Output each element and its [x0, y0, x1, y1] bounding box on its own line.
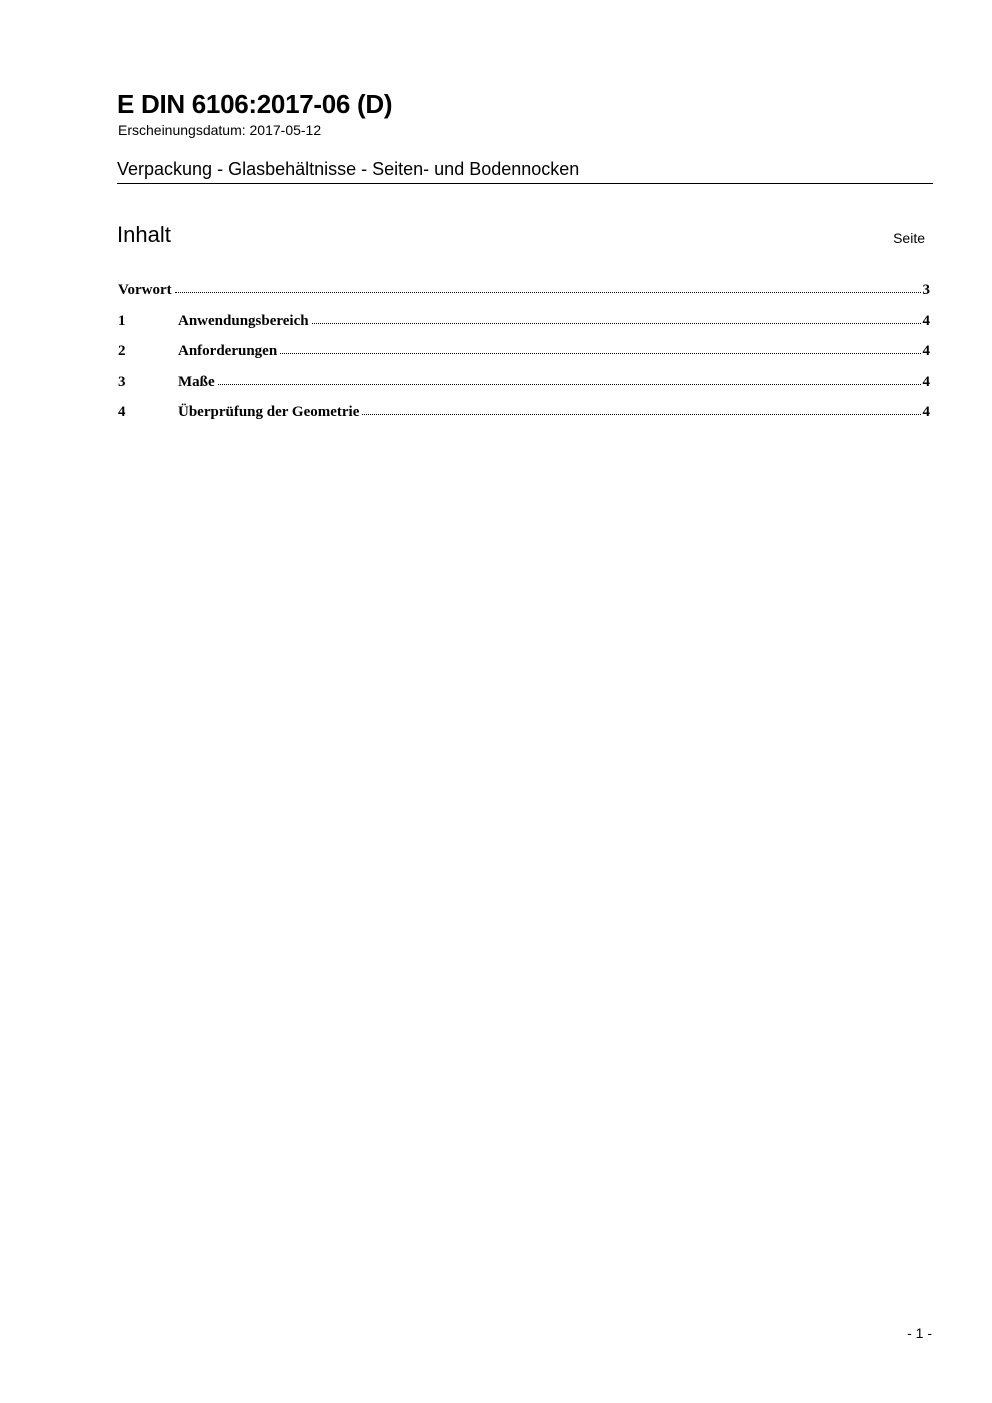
document-subject: Verpackung - Glasbehältnisse - Seiten- und Bodennocken: [117, 158, 933, 184]
publication-date: Erscheinungsdatum: 2017-05-12: [118, 122, 322, 138]
document-id: E DIN 6106:2017-06 (D): [117, 89, 393, 119]
toc-dot-leader: [218, 373, 921, 385]
toc-entry-anforderungen[interactable]: [118, 341, 930, 372]
toc-entry-anwendungsbereich[interactable]: [118, 311, 930, 342]
toc-entry-number: 1: [118, 312, 126, 329]
toc-entry-ueberpruefung-der-geometrie[interactable]: [118, 402, 930, 433]
toc-dot-leader: [175, 281, 921, 293]
toc-entry-number: 2: [118, 343, 126, 359]
toc-dot-leader: [362, 403, 920, 415]
page-number: - 1 -: [907, 1325, 932, 1341]
toc-entry-number: 4: [118, 404, 126, 420]
toc-heading: Inhalt: [117, 222, 171, 247]
toc-entry-title: Anwendungsbereich: [178, 312, 309, 329]
toc-entry-number: 3: [118, 373, 126, 390]
toc-entry-title: Vorwort: [118, 282, 172, 298]
toc-page-column-label: Seite: [893, 230, 925, 246]
toc-entry-page: 3: [922, 282, 930, 298]
toc-dot-leader: [280, 342, 920, 354]
toc-entry-title: Überprüfung der Geometrie: [178, 404, 360, 420]
toc-entry-page: 4: [922, 373, 930, 390]
toc-entry-title: Anforderungen: [178, 343, 278, 359]
toc-entry-page: 4: [922, 343, 930, 359]
toc-entry-vorwort[interactable]: [118, 280, 930, 311]
table-of-contents: [118, 280, 930, 433]
toc-entry-masse[interactable]: [118, 372, 930, 403]
toc-entry-page: 4: [922, 404, 930, 420]
toc-entry-title: Maße: [178, 373, 215, 390]
toc-entry-page: 4: [922, 312, 930, 329]
toc-dot-leader: [312, 312, 921, 324]
